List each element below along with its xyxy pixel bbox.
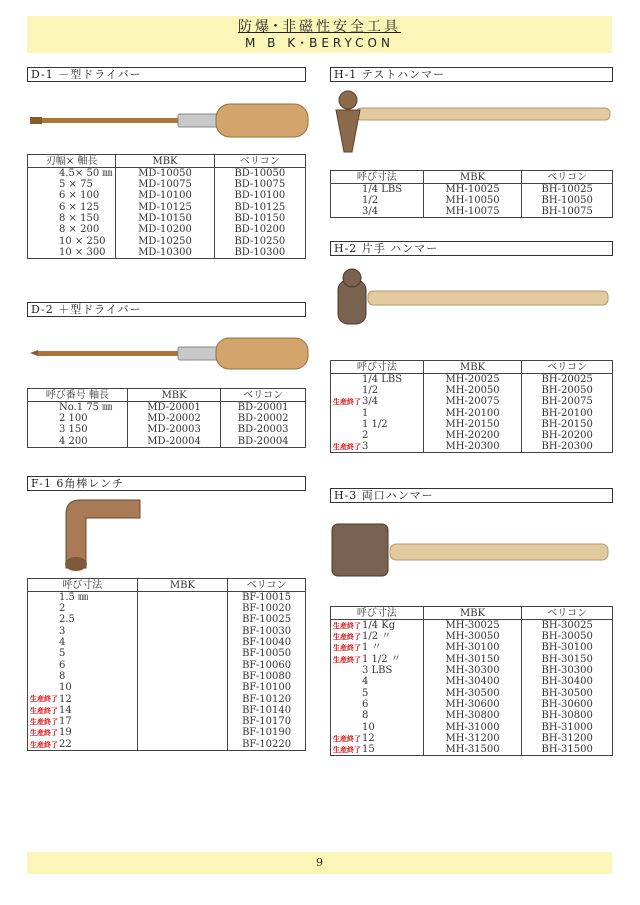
mbk-part-number: MH-30300	[423, 665, 522, 676]
discontinued-badge: 生産終了	[30, 695, 58, 704]
berycon-part-number: BH-10025	[522, 184, 613, 196]
size-value: 4 200	[59, 435, 88, 447]
col-header: 呼び番号 軸長	[28, 389, 128, 402]
size-value: 5	[59, 648, 66, 660]
mbk-part-number: MH-30150	[423, 654, 522, 665]
section-title-h3: H-3 両口ハンマー	[330, 488, 613, 503]
table-row	[28, 671, 306, 682]
size-cell	[28, 614, 138, 625]
table-row	[331, 733, 613, 744]
berycon-part-number: BD-10075	[214, 179, 305, 190]
col-header: ベリコン	[228, 579, 306, 592]
table-row	[331, 385, 613, 396]
berycon-part-number: BF-10100	[228, 682, 306, 693]
size-value: 4.5× 50 ㎜	[59, 168, 113, 179]
section-title-d1: D-1 －型ドライバー	[27, 67, 306, 82]
berycon-part-number: BH-30025	[522, 620, 613, 632]
mbk-part-number	[137, 739, 228, 751]
mbk-part-number: MH-20300	[423, 441, 522, 453]
mbk-part-number: MD-10200	[116, 224, 214, 235]
mbk-part-number	[137, 705, 228, 716]
section-title-h2: H-2 片手 ハンマー	[330, 241, 613, 256]
berycon-part-number: BF-10190	[228, 727, 306, 738]
phillips-screwdriver-image	[30, 334, 310, 374]
title-banner	[27, 16, 612, 53]
size-value: 1/2 〃	[362, 631, 392, 643]
size-value: 12	[362, 732, 375, 744]
size-cell	[28, 716, 138, 727]
table-row	[28, 179, 306, 190]
size-value: 8	[59, 670, 66, 682]
size-cell	[28, 413, 128, 424]
size-value: 6	[59, 659, 66, 671]
page-title: 防爆･非磁性安全工具	[238, 19, 401, 35]
mbk-part-number: MH-30500	[423, 687, 522, 698]
size-value: 15	[362, 743, 375, 755]
size-value: 14	[59, 704, 72, 716]
size-value: 12	[59, 693, 72, 705]
size-value: 10 × 300	[59, 246, 106, 258]
table-row	[28, 637, 306, 648]
mbk-part-number: MH-10025	[423, 184, 522, 196]
size-cell	[28, 739, 138, 751]
mbk-part-number: MD-20004	[127, 436, 221, 448]
sledge-hammer-image	[330, 512, 612, 592]
table-row	[331, 430, 613, 441]
discontinued-badge: 生産終了	[333, 644, 361, 653]
mbk-part-number	[137, 626, 228, 637]
berycon-part-number: BD-10200	[214, 224, 305, 235]
table-row	[28, 168, 306, 180]
table-row	[28, 626, 306, 637]
table-row	[28, 224, 306, 235]
mbk-part-number: MH-20150	[423, 419, 522, 430]
mbk-part-number	[137, 693, 228, 704]
berycon-part-number: BH-30150	[522, 654, 613, 665]
berycon-part-number: BH-10050	[522, 195, 613, 206]
col-header: ベリコン	[221, 389, 306, 402]
berycon-part-number: BH-20150	[522, 419, 613, 430]
size-cell	[331, 744, 424, 756]
table-h3	[330, 606, 613, 756]
mbk-part-number: MD-10150	[116, 213, 214, 224]
col-header: MBK	[423, 361, 522, 374]
col-header: ベリコン	[522, 171, 613, 184]
discontinued-badge: 生産終了	[333, 398, 361, 407]
table-row	[28, 190, 306, 201]
size-cell	[331, 642, 424, 653]
mbk-part-number: MH-30600	[423, 699, 522, 710]
col-header: 呼び寸法	[331, 171, 424, 184]
table-row	[28, 648, 306, 659]
table-d2	[27, 388, 306, 448]
table-row	[28, 739, 306, 751]
col-header: 呼び寸法	[331, 361, 424, 374]
berycon-part-number: BD-10050	[214, 168, 305, 180]
berycon-part-number: BD-10125	[214, 202, 305, 213]
berycon-part-number: BD-20001	[221, 402, 306, 414]
berycon-part-number: BD-10250	[214, 235, 305, 246]
col-header: 呼び寸法	[28, 579, 138, 592]
size-cell	[331, 687, 424, 698]
berycon-part-number: BH-30400	[522, 676, 613, 687]
size-cell	[28, 168, 116, 180]
berycon-part-number: BF-10080	[228, 671, 306, 682]
size-value: 1 1/2 〃	[362, 653, 401, 665]
berycon-part-number: BD-10100	[214, 190, 305, 201]
berycon-part-number: BF-10060	[228, 659, 306, 670]
berycon-part-number: BH-31500	[522, 744, 613, 756]
size-cell	[28, 247, 116, 259]
size-cell	[331, 195, 424, 206]
table-row	[28, 693, 306, 704]
discontinued-badge: 生産終了	[333, 633, 361, 641]
size-cell	[28, 179, 116, 190]
size-value: 1/4 LBS	[362, 184, 403, 195]
table-row	[28, 614, 306, 625]
size-value: 2	[59, 603, 66, 615]
berycon-part-number: BH-30600	[522, 699, 613, 710]
size-cell	[28, 190, 116, 201]
berycon-part-number: BH-30300	[522, 665, 613, 676]
size-value: 8 × 150	[59, 213, 100, 225]
table-h1	[330, 170, 613, 218]
mbk-part-number	[137, 716, 228, 727]
table-row	[28, 716, 306, 727]
mbk-part-number	[137, 614, 228, 625]
test-hammer-image	[330, 88, 612, 156]
table-row	[28, 727, 306, 738]
size-cell	[28, 603, 138, 614]
size-value: 1 1/2	[362, 419, 388, 431]
size-cell	[331, 206, 424, 218]
table-row	[331, 184, 613, 196]
table-row	[331, 441, 613, 453]
table-row	[28, 202, 306, 213]
size-cell	[331, 665, 424, 676]
size-cell	[28, 727, 138, 738]
mbk-part-number: MH-30100	[423, 642, 522, 653]
table-row	[331, 665, 613, 676]
size-cell	[331, 385, 424, 396]
size-value: 10	[59, 682, 72, 694]
mbk-part-number: MH-20025	[423, 374, 522, 386]
size-cell	[331, 699, 424, 710]
size-value: 19	[59, 727, 72, 739]
mbk-part-number: MD-10100	[116, 190, 214, 201]
mbk-part-number: MD-20001	[127, 402, 221, 414]
table-row	[28, 603, 306, 614]
size-value: 2.5	[59, 614, 75, 626]
size-cell	[28, 705, 138, 716]
berycon-part-number: BF-10030	[228, 626, 306, 637]
discontinued-badge: 生産終了	[30, 740, 58, 749]
table-row	[331, 408, 613, 419]
size-cell	[28, 626, 138, 637]
size-cell	[28, 402, 128, 414]
col-header: ベリコン	[522, 361, 613, 374]
mbk-part-number: MD-20003	[127, 424, 221, 435]
col-header: MBK	[127, 389, 221, 402]
col-header: 呼び寸法	[331, 607, 424, 620]
mbk-part-number	[137, 659, 228, 670]
mbk-part-number: MH-30400	[423, 676, 522, 687]
berycon-part-number: BF-10170	[228, 716, 306, 727]
size-cell	[331, 374, 424, 386]
berycon-part-number: BF-10140	[228, 705, 306, 716]
table-row	[28, 592, 306, 604]
berycon-part-number: BD-10300	[214, 247, 305, 259]
size-value: 17	[59, 716, 72, 728]
size-cell	[331, 408, 424, 419]
mbk-part-number: MD-10125	[116, 202, 214, 213]
size-value: 1.5 ㎜	[59, 592, 89, 603]
size-value: 3 150	[59, 424, 88, 436]
flat-screwdriver-image	[30, 100, 310, 142]
size-value: 2	[362, 430, 369, 442]
berycon-part-number: BF-10025	[228, 614, 306, 625]
size-value: No.1 75 ㎜	[59, 402, 113, 413]
size-value: 6 × 100	[59, 190, 100, 202]
size-value: 1/4 Kg	[362, 620, 396, 631]
size-cell	[331, 441, 424, 453]
ball-peen-hammer-image	[330, 266, 612, 328]
table-h2	[330, 360, 613, 453]
mbk-part-number: MH-31000	[423, 721, 522, 732]
size-cell	[331, 710, 424, 721]
mbk-part-number	[137, 727, 228, 738]
size-value: 6	[362, 698, 369, 710]
size-cell	[331, 620, 424, 632]
size-cell	[28, 213, 116, 224]
berycon-part-number: BD-20004	[221, 436, 306, 448]
mbk-part-number: MH-30800	[423, 710, 522, 721]
size-value: 8 × 200	[59, 224, 100, 236]
mbk-part-number	[137, 648, 228, 659]
size-cell	[331, 184, 424, 196]
table-d1	[27, 154, 306, 259]
mbk-part-number	[137, 592, 228, 604]
mbk-part-number: MD-10075	[116, 179, 214, 190]
size-value: 3/4	[362, 206, 379, 218]
size-cell	[28, 648, 138, 659]
berycon-part-number: BH-20050	[522, 385, 613, 396]
discontinued-badge: 生産終了	[333, 734, 361, 743]
berycon-part-number: BH-30800	[522, 710, 613, 721]
size-cell	[331, 396, 424, 407]
col-header: MBK	[116, 155, 214, 168]
col-header: MBK	[423, 607, 522, 620]
size-value: 1/2	[362, 195, 379, 207]
table-row	[28, 247, 306, 259]
berycon-part-number: BF-10040	[228, 637, 306, 648]
table-row	[331, 687, 613, 698]
size-cell	[331, 721, 424, 732]
size-value: 10 × 250	[59, 235, 106, 247]
table-row	[28, 436, 306, 448]
table-row	[331, 631, 613, 642]
berycon-part-number: BD-20003	[221, 424, 306, 435]
table-row	[331, 374, 613, 386]
table-row	[28, 235, 306, 246]
size-value: 6 × 125	[59, 201, 100, 213]
table-row	[28, 705, 306, 716]
size-value: 3	[59, 625, 66, 637]
size-cell	[28, 671, 138, 682]
size-value: 1/4 LBS	[362, 374, 403, 385]
col-header: MBK	[423, 171, 522, 184]
size-value: 10	[362, 721, 375, 733]
mbk-part-number	[137, 682, 228, 693]
size-cell	[28, 235, 116, 246]
berycon-part-number: BH-20075	[522, 396, 613, 407]
size-value: 4	[362, 676, 369, 688]
berycon-part-number: BD-20002	[221, 413, 306, 424]
berycon-part-number: BH-31000	[522, 721, 613, 732]
berycon-part-number: BF-10050	[228, 648, 306, 659]
table-row	[331, 721, 613, 732]
size-value: 1	[362, 407, 369, 419]
berycon-part-number: BF-10120	[228, 693, 306, 704]
discontinued-badge: 生産終了	[333, 443, 361, 452]
berycon-part-number: BH-20200	[522, 430, 613, 441]
table-row	[331, 419, 613, 430]
size-cell	[28, 659, 138, 670]
mbk-part-number: MD-10250	[116, 235, 214, 246]
size-cell	[331, 676, 424, 687]
berycon-part-number: BD-10150	[214, 213, 305, 224]
size-value: 5	[362, 687, 369, 699]
berycon-part-number: BH-20025	[522, 374, 613, 386]
berycon-part-number: BH-30050	[522, 631, 613, 642]
table-row	[331, 699, 613, 710]
page-number: 9	[316, 856, 323, 869]
size-cell	[28, 682, 138, 693]
berycon-part-number: BF-10015	[228, 592, 306, 604]
mbk-part-number: MH-30025	[423, 620, 522, 632]
col-header: ベリコン	[214, 155, 305, 168]
table-f1	[27, 578, 306, 751]
size-cell	[331, 733, 424, 744]
size-cell	[28, 592, 138, 604]
section-title-d2: D-2 ＋型ドライバー	[27, 302, 306, 317]
col-header: MBK	[137, 579, 228, 592]
berycon-part-number: BH-20300	[522, 441, 613, 453]
mbk-part-number: MH-31500	[423, 744, 522, 756]
size-value: 1/2	[362, 385, 379, 397]
table-row	[28, 402, 306, 414]
table-row	[331, 744, 613, 756]
size-cell	[28, 436, 128, 448]
berycon-part-number: BH-20100	[522, 408, 613, 419]
size-value: 3 LBS	[362, 665, 393, 677]
size-cell	[331, 419, 424, 430]
mbk-part-number: MH-30050	[423, 631, 522, 642]
size-cell	[28, 424, 128, 435]
table-row	[331, 195, 613, 206]
size-value: 3	[362, 441, 369, 453]
table-row	[28, 424, 306, 435]
section-title-f1: F-1 6角棒レンチ	[27, 476, 306, 491]
size-cell	[331, 430, 424, 441]
discontinued-badge: 生産終了	[333, 622, 361, 630]
mbk-part-number: MH-20075	[423, 396, 522, 407]
size-cell	[28, 224, 116, 235]
table-row	[28, 213, 306, 224]
mbk-part-number: MH-20200	[423, 430, 522, 441]
berycon-part-number: BH-30500	[522, 687, 613, 698]
mbk-part-number: MH-10050	[423, 195, 522, 206]
berycon-part-number: BF-10220	[228, 739, 306, 751]
berycon-part-number: BH-30100	[522, 642, 613, 653]
mbk-part-number: MH-31200	[423, 733, 522, 744]
discontinued-badge: 生産終了	[30, 706, 58, 715]
mbk-part-number	[137, 671, 228, 682]
size-value: 3/4	[362, 396, 379, 408]
mbk-part-number: MD-10050	[116, 168, 214, 180]
table-row	[331, 642, 613, 653]
berycon-part-number: BH-31200	[522, 733, 613, 744]
size-cell	[28, 637, 138, 648]
size-value: 8	[362, 710, 369, 722]
discontinued-badge: 生産終了	[333, 655, 361, 664]
size-cell	[331, 631, 424, 642]
discontinued-badge: 生産終了	[30, 729, 58, 738]
table-row	[331, 620, 613, 632]
mbk-part-number: MD-20002	[127, 413, 221, 424]
hex-wrench-image	[48, 492, 148, 574]
table-row	[331, 710, 613, 721]
size-cell	[28, 693, 138, 704]
discontinued-badge: 生産終了	[333, 745, 361, 754]
mbk-part-number: MH-20050	[423, 385, 522, 396]
table-row	[28, 413, 306, 424]
table-row	[331, 654, 613, 665]
size-cell	[331, 654, 424, 665]
size-value: 5 × 75	[59, 179, 93, 191]
table-row	[28, 659, 306, 670]
size-value: 1 〃	[362, 642, 382, 654]
table-row	[331, 396, 613, 407]
berycon-part-number: BF-10020	[228, 603, 306, 614]
size-value: 2 100	[59, 413, 88, 425]
footer-bar	[27, 852, 612, 874]
mbk-part-number: MD-10300	[116, 247, 214, 259]
col-header: ベリコン	[522, 607, 613, 620]
discontinued-badge: 生産終了	[30, 717, 58, 726]
table-row	[331, 676, 613, 687]
size-cell	[28, 202, 116, 213]
mbk-part-number: MH-20100	[423, 408, 522, 419]
table-row	[28, 682, 306, 693]
section-title-h1: H-1 テストハンマー	[330, 67, 613, 82]
col-header: 刃幅× 軸長	[28, 155, 116, 168]
size-value: 4	[59, 637, 66, 649]
berycon-part-number: BH-10075	[522, 206, 613, 218]
page-subtitle: M B K･BERYCON	[245, 36, 394, 50]
mbk-part-number	[137, 603, 228, 614]
mbk-part-number: MH-10075	[423, 206, 522, 218]
mbk-part-number	[137, 637, 228, 648]
table-row	[331, 206, 613, 218]
size-value: 22	[59, 738, 72, 750]
